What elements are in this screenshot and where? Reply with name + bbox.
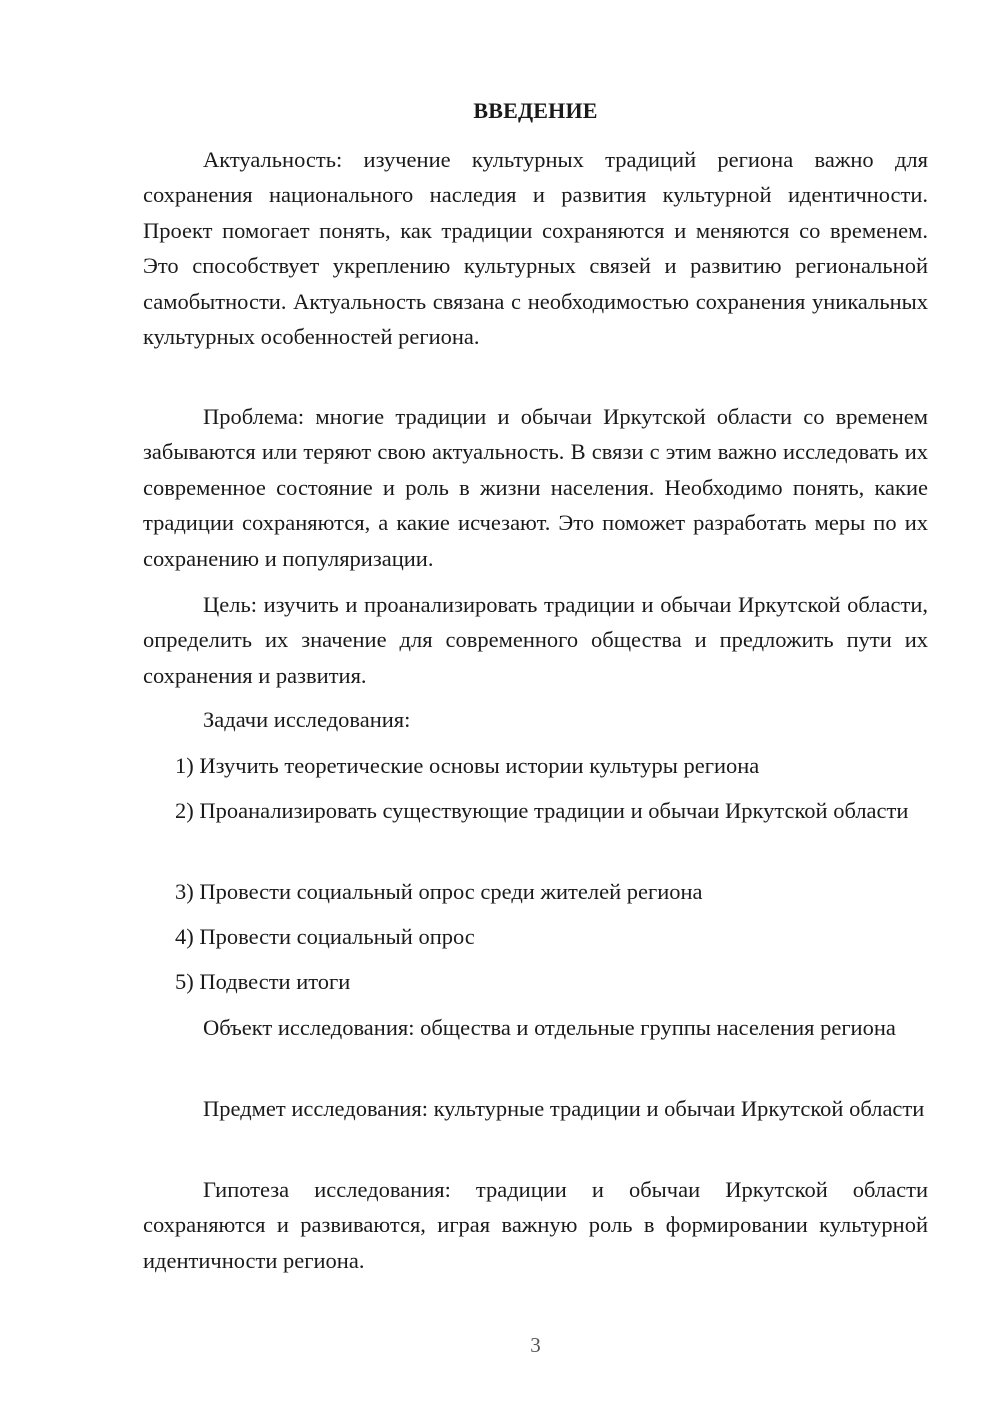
goal-paragraph: Цель: изучить и проанализировать традиции и обычаи Иркутской области, определить их значение для современного общества и предложить пути их сохранения и развития. [143, 592, 928, 688]
page-number: 3 [530, 1333, 541, 1357]
task-item-2: 2) Проанализировать существующие традиции и обычаи Иркутской области [175, 798, 909, 823]
task-item-1: 1) Изучить теоретические основы истории культуры региона [175, 753, 760, 778]
relevance-paragraph: Актуальность: изучение культурных традиций региона важно для сохранения национального наследия и развития культурной идентичности. Проект помогает понять, как традиции сохраняются и меняются со временем. Это способствует укреплению культурных связей и развитию региональной самобытности. Актуальность связана с необходимостью сохранения уникальных культурных особенностей региона. [143, 147, 928, 350]
hypothesis-paragraph: Гипотеза исследования: традиции и обычаи Иркутской области сохраняются и развиваются, играя важную роль в формировании культурной идентичности региона. [143, 1177, 928, 1273]
subject-paragraph: Предмет исследования: культурные традиции и обычаи Иркутской области [203, 1096, 925, 1121]
task-item-4: 4) Провести социальный опрос [175, 924, 475, 949]
page-title: ВВЕДЕНИЕ [473, 98, 598, 123]
tasks-heading: Задачи исследования: [203, 707, 411, 732]
problem-paragraph: Проблема: многие традиции и обычаи Иркутской области со временем забываются или теряют свою актуальность. В связи с этим важно исследовать их современное состояние и роль в жизни населения. Необходимо понять, какие традиции сохраняются, а какие исчезают. Это поможет разработать меры по их сохранению и популяризации. [143, 404, 928, 571]
document-page [143, 0, 928, 1414]
task-item-5: 5) Подвести итоги [175, 969, 351, 994]
object-paragraph: Объект исследования: общества и отдельные группы населения региона [203, 1015, 896, 1040]
task-item-3: 3) Провести социальный опрос среди жителей региона [175, 879, 703, 904]
